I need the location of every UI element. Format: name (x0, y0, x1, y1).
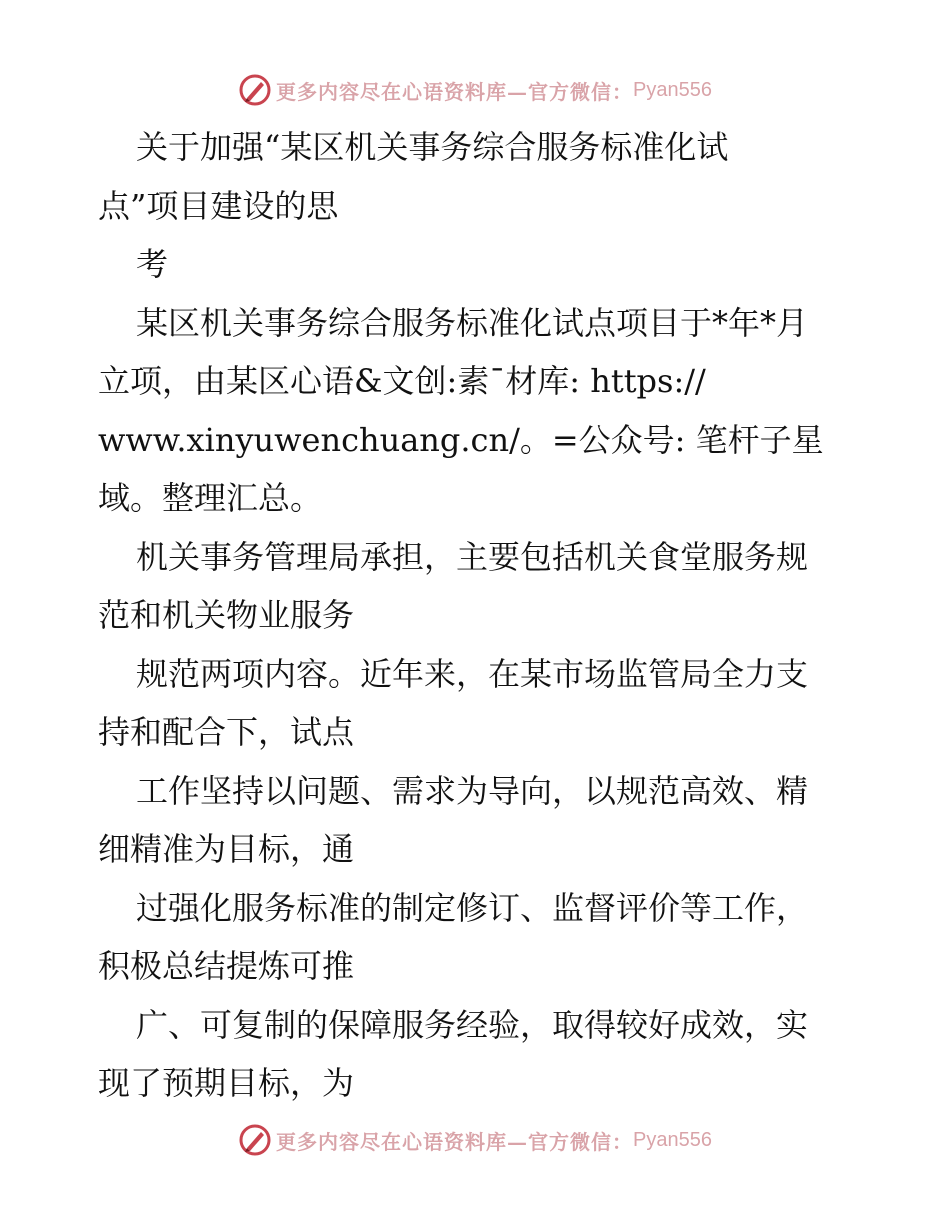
pen-circle-logo-icon (238, 1123, 272, 1157)
paragraph-line: 域。整理汇总。 (98, 479, 323, 517)
paragraph-line: 过强化服务标准的制定修订、监督评价等工作， (136, 888, 809, 927)
paragraph-line: 细精准为目标，通 (98, 830, 355, 868)
document-body (98, 118, 858, 1113)
paragraph-line: 广、可复制的保障服务经验，取得较好成效，实 (136, 1005, 809, 1044)
paragraph-line: 机关事务管理局承担，主要包括机关食堂服务规 (136, 537, 809, 576)
title-line-2: 点”项目建设的思 (98, 186, 339, 225)
paragraph-line: 积极总结提炼可推 (98, 947, 355, 985)
paragraph-line: 范和机关物业服务 (98, 596, 355, 634)
paragraph-line: 现了预期目标，为 (98, 1064, 355, 1102)
footer-banner (0, 1120, 950, 1160)
paragraph-line: 立项，由某区心语&文创:素¯材库: https:// (98, 362, 706, 400)
banner-text: 更多内容尽在心语资料库—官方微信： (276, 1129, 634, 1154)
paragraph-line: www.xinyuwenchuang.cn/。=公众号: 笔杆子星 (98, 420, 824, 459)
title-line-1: 关于加强“某区机关事务综合服务标准化试 (136, 128, 729, 166)
pen-circle-logo-icon (238, 73, 272, 107)
paragraph-line: 某区机关事务综合服务标准化试点项目于*年*月 (136, 303, 809, 342)
banner-wechat-id: Pyan556 (633, 78, 712, 101)
header-banner (0, 70, 950, 110)
banner-text: 更多内容尽在心语资料库—官方微信： (276, 79, 634, 104)
paragraph-line: 工作坚持以问题、需求为导向，以规范高效、精 (136, 771, 809, 810)
paragraph-line: 规范两项内容。近年来，在某市场监管局全力支 (136, 654, 809, 693)
paragraph-line: 持和配合下，试点 (98, 713, 355, 751)
title-line-3: 考 (136, 245, 169, 283)
banner-wechat-id: Pyan556 (633, 1128, 712, 1151)
